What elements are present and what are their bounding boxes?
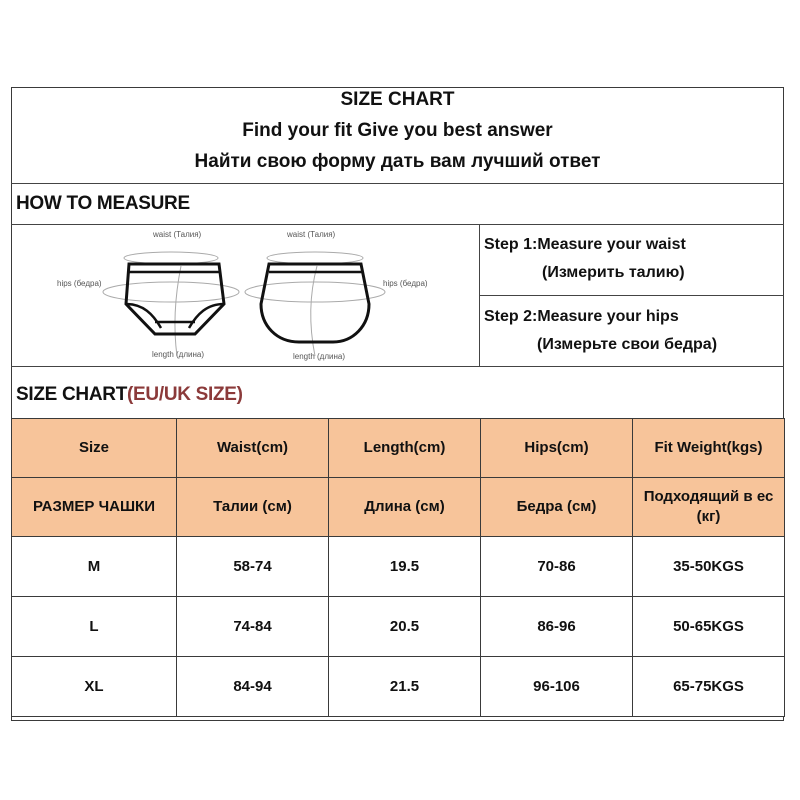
step-1-title: Step 1:Measure your waist xyxy=(484,236,686,253)
divider xyxy=(11,183,784,184)
divider xyxy=(11,224,784,225)
size-chart-heading xyxy=(16,384,243,406)
table-row xyxy=(12,537,785,597)
page-title: SIZE CHART xyxy=(340,89,455,110)
subtitle-russian: Найти свою форму дать вам лучший ответ xyxy=(194,151,601,172)
column-header: Length(cm) xyxy=(329,419,481,478)
size-cell: L xyxy=(12,597,177,657)
column-header: Fit Weight(kgs) xyxy=(633,419,785,478)
step-2 xyxy=(484,308,718,353)
length-cell: 21.5 xyxy=(329,657,481,717)
table-header-row-english xyxy=(12,419,785,478)
column-header: РАЗМЕР ЧАШКИ xyxy=(12,478,177,537)
waist-cell: 74-84 xyxy=(177,597,329,657)
divider xyxy=(479,295,784,296)
length-label: length (длина) xyxy=(152,350,205,359)
hips-cell: 96-106 xyxy=(481,657,633,717)
step-2-title: Step 2:Measure your hips xyxy=(484,308,679,325)
size-chart-region: (EU/UK SIZE) xyxy=(127,384,243,405)
waist-label: waist (Талия) xyxy=(287,230,336,239)
hips-label: hips (бедра) xyxy=(383,279,428,288)
hips-cell: 70-86 xyxy=(481,537,633,597)
waist-cell: 84-94 xyxy=(177,657,329,717)
title-block xyxy=(11,87,784,183)
waist-cell: 58-74 xyxy=(177,537,329,597)
column-header: Талии (см) xyxy=(177,478,329,537)
subtitle-english: Find your fit Give you best answer xyxy=(242,120,553,141)
waist-label: waist (Талия) xyxy=(153,230,202,239)
underwear-diagram-icon xyxy=(13,226,478,365)
weight-cell: 65-75KGS xyxy=(633,657,785,717)
step-1-translation: (Измерить талию) xyxy=(542,264,685,281)
column-header: Длина (см) xyxy=(329,478,481,537)
weight-cell: 50-65KGS xyxy=(633,597,785,657)
table-row xyxy=(12,597,785,657)
column-header: Подходящий в ес (кг) xyxy=(633,478,785,537)
column-header: Бедра (см) xyxy=(481,478,633,537)
column-header: Size xyxy=(12,419,177,478)
column-header: Hips(cm) xyxy=(481,419,633,478)
measurement-illustration xyxy=(13,226,478,365)
hips-cell: 86-96 xyxy=(481,597,633,657)
size-cell: M xyxy=(12,537,177,597)
table-row xyxy=(12,657,785,717)
length-cell: 19.5 xyxy=(329,537,481,597)
length-label: length (длина) xyxy=(293,352,346,361)
hips-label: hips (бедра) xyxy=(57,279,102,288)
weight-cell: 35-50KGS xyxy=(633,537,785,597)
column-header: Waist(cm) xyxy=(177,419,329,478)
table-header-row-russian xyxy=(12,478,785,537)
size-table xyxy=(11,418,785,717)
step-2-translation: (Измерьте свои бедра) xyxy=(537,336,718,353)
step-1 xyxy=(484,236,686,281)
length-cell: 20.5 xyxy=(329,597,481,657)
size-cell: XL xyxy=(12,657,177,717)
divider xyxy=(11,366,784,367)
size-chart-heading-text: SIZE CHART xyxy=(16,384,128,405)
how-to-measure-heading: HOW TO MEASURE xyxy=(16,193,190,214)
